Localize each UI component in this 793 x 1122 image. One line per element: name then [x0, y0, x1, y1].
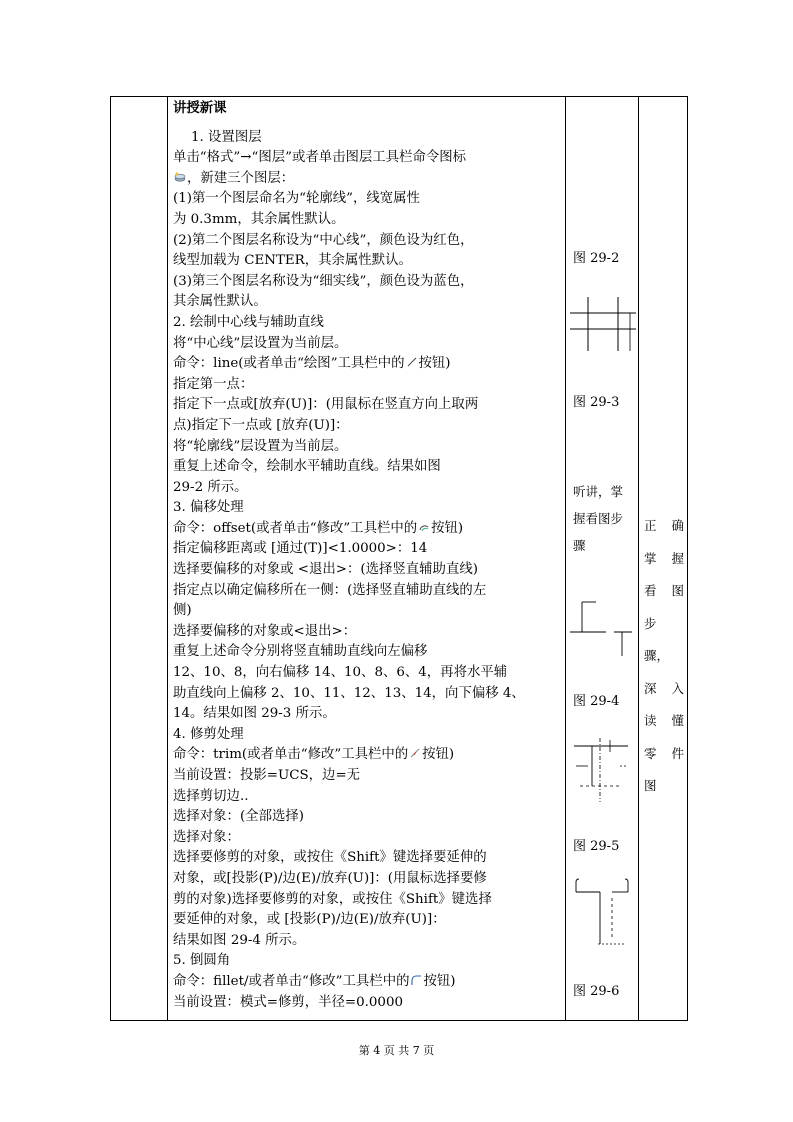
step-5-heading: 5. 倒圆角 [173, 953, 231, 969]
text-line: 将“轮廓线”层设置为当前层。 [173, 438, 348, 454]
text-line: 14。结果如图 29-3 所示。 [173, 706, 336, 722]
text-span: 命令：line(或者单击“绘图”工具栏中的 [173, 356, 405, 372]
objective-row [644, 705, 684, 738]
objective-char: 零 [644, 745, 657, 761]
objective-char: 看 [644, 583, 657, 598]
objective-row [644, 640, 684, 673]
text-line: 29-2 所示。 [173, 479, 248, 495]
text-line: 指定点以确定偏移所在一侧：(选择竖直辅助直线的左 [173, 582, 487, 598]
text-line: 选择要偏移的对象或<退出>： [173, 623, 357, 639]
section-title: 讲授新课 [173, 100, 227, 116]
text-span: 按钮) [431, 520, 464, 536]
text-line: 助直线向上偏移 2、10、11、12、13、14，向下偏移 4、 [173, 685, 525, 701]
text-line: 指定下一点或[放弃(U)]：(用鼠标在竖直方向上取两 [173, 397, 479, 413]
text-line: (1)第一个图层命名为“轮廓线”，线宽属性 [173, 191, 420, 207]
step-1-heading: 1. 设置图层 [191, 129, 262, 145]
text-line [173, 169, 563, 190]
text-line: 12、10、8，向右偏移 14、10、8、6、4，再将水平辅 [173, 665, 508, 681]
step-4-heading: 4. 修剪处理 [173, 726, 244, 742]
objective-char: 图 [644, 778, 657, 793]
note-line: 握看图步 [573, 511, 624, 526]
figure-label-29-5: 图 29-5 [573, 839, 620, 854]
figure-29-4-image [570, 600, 638, 660]
text-line: 要延伸的对象，或 [投影(P)/边(E)/放弃(U)]： [173, 912, 446, 928]
text-line [173, 972, 563, 993]
text-line [173, 519, 563, 540]
learning-objective [644, 510, 684, 803]
text-line: 对象，或[投影(P)/边(E)/放弃(U)]：(用鼠标选择要修 [173, 870, 487, 886]
note-line: 骤 [573, 538, 586, 553]
objective-char: 读 [644, 713, 657, 728]
text-span: 按钮) [418, 356, 451, 372]
objective-char: 确 [671, 518, 684, 533]
fillet-tool-icon [410, 974, 422, 986]
step-3-heading: 3. 偏移处理 [173, 500, 244, 516]
text-line [173, 354, 563, 375]
lesson-content [173, 96, 563, 1013]
objective-char: 骤， [644, 648, 670, 663]
text-span: 命令：offset(或者单击“修改”工具栏中的 [173, 520, 418, 536]
page-footer: 第 4 页 共 7 页 [358, 1044, 435, 1057]
column-divider-2 [565, 96, 566, 1021]
text-line: 选择要偏移的对象或 <退出>：(选择竖直辅助直线) [173, 562, 478, 578]
objective-char: 入 [671, 680, 684, 696]
text-span: 命令：fillet/或者单击“修改”工具栏中的 [173, 973, 410, 989]
text-line: 单击“格式”→“图层”或者单击图层工具栏命令图标 [173, 150, 467, 166]
figure-label-29-2: 图 29-2 [573, 251, 620, 266]
trim-tool-icon [409, 747, 421, 759]
figure-29-2-image [570, 295, 638, 355]
table-border-left [110, 96, 111, 1021]
teaching-note [573, 478, 633, 559]
figure-29-5-image [570, 736, 638, 804]
text-line: 剪的对象)选择要修剪的对象，或按住《Shift》键选择 [173, 891, 492, 907]
text-line: 重复上述命令分别将竖直辅助直线向左偏移 [173, 644, 428, 660]
step-2-heading: 2. 绘制中心线与辅助直线 [173, 314, 324, 330]
text-line: 结果如图 29-4 所示。 [173, 932, 306, 948]
figure-label-29-6: 图 29-6 [573, 984, 620, 999]
figure-label-29-4: 图 29-4 [573, 694, 620, 709]
objective-row [644, 608, 684, 641]
objective-char: 件 [671, 745, 684, 761]
text-span: 命令：trim(或者单击“修改”工具栏中的 [173, 747, 409, 763]
text-line: 其余属性默认。 [173, 294, 267, 310]
column-divider-1 [167, 96, 168, 1021]
figure-label-29-3: 图 29-3 [573, 395, 620, 410]
text-line: 指定第一点： [173, 376, 254, 392]
text-line: 选择剪切边.. [173, 788, 249, 804]
column-divider-3 [638, 96, 639, 1021]
text-span: 按钮) [422, 747, 455, 763]
note-line: 听讲，掌 [573, 484, 624, 499]
text-line: 选择对象：(全部选择) [173, 809, 304, 825]
text-span: 按钮) [423, 973, 456, 989]
line-tool-icon [406, 356, 418, 368]
text-line: (2)第二个图层名称设为“中心线”，颜色设为红色， [173, 232, 474, 248]
offset-tool-icon [418, 521, 430, 533]
text-line: 当前设置：模式=修剪，半径=0.0000 [173, 994, 403, 1010]
text-line [173, 745, 563, 766]
objective-row [644, 510, 684, 543]
text-line: 为 0.3mm，其余属性默认。 [173, 211, 345, 227]
text-span: ，新建三个图层： [187, 170, 295, 186]
objective-char: 握 [671, 550, 684, 566]
text-line: 当前设置：投影=UCS，边=无 [173, 768, 361, 783]
objective-row [644, 738, 684, 771]
table-border-right [687, 96, 688, 1021]
objective-row [644, 543, 684, 576]
objective-char: 正 [644, 518, 657, 533]
objective-char: 掌 [644, 550, 657, 566]
text-line: 指定偏移距离或 [通过(T)]<1.0000>：14 [173, 541, 428, 557]
figure-29-6-image [570, 878, 638, 948]
objective-char: 步 [644, 615, 657, 631]
objective-char: 懂 [671, 713, 684, 728]
layer-tool-icon [174, 171, 186, 183]
text-line: 点)指定下一点或 [放弃(U)]： [173, 417, 349, 433]
text-line: 重复上述命令，绘制水平辅助直线。结果如图 [173, 459, 441, 475]
objective-char: 图 [671, 583, 684, 598]
text-line: 选择对象： [173, 829, 240, 845]
objective-row [644, 673, 684, 706]
text-line: 将“中心线”层设置为当前层。 [173, 335, 348, 351]
objective-row [644, 770, 684, 803]
text-line: 选择要修剪的对象，或按住《Shift》键选择要延伸的 [173, 850, 487, 866]
text-line: 侧) [173, 603, 192, 619]
text-line: 线型加载为 CENTER，其余属性默认。 [173, 253, 412, 269]
objective-char: 深 [644, 680, 657, 696]
table-bottom-border [110, 1020, 688, 1021]
objective-row [644, 575, 684, 608]
text-line: (3)第三个图层名称设为“细实线”，颜色设为蓝色， [173, 273, 474, 289]
